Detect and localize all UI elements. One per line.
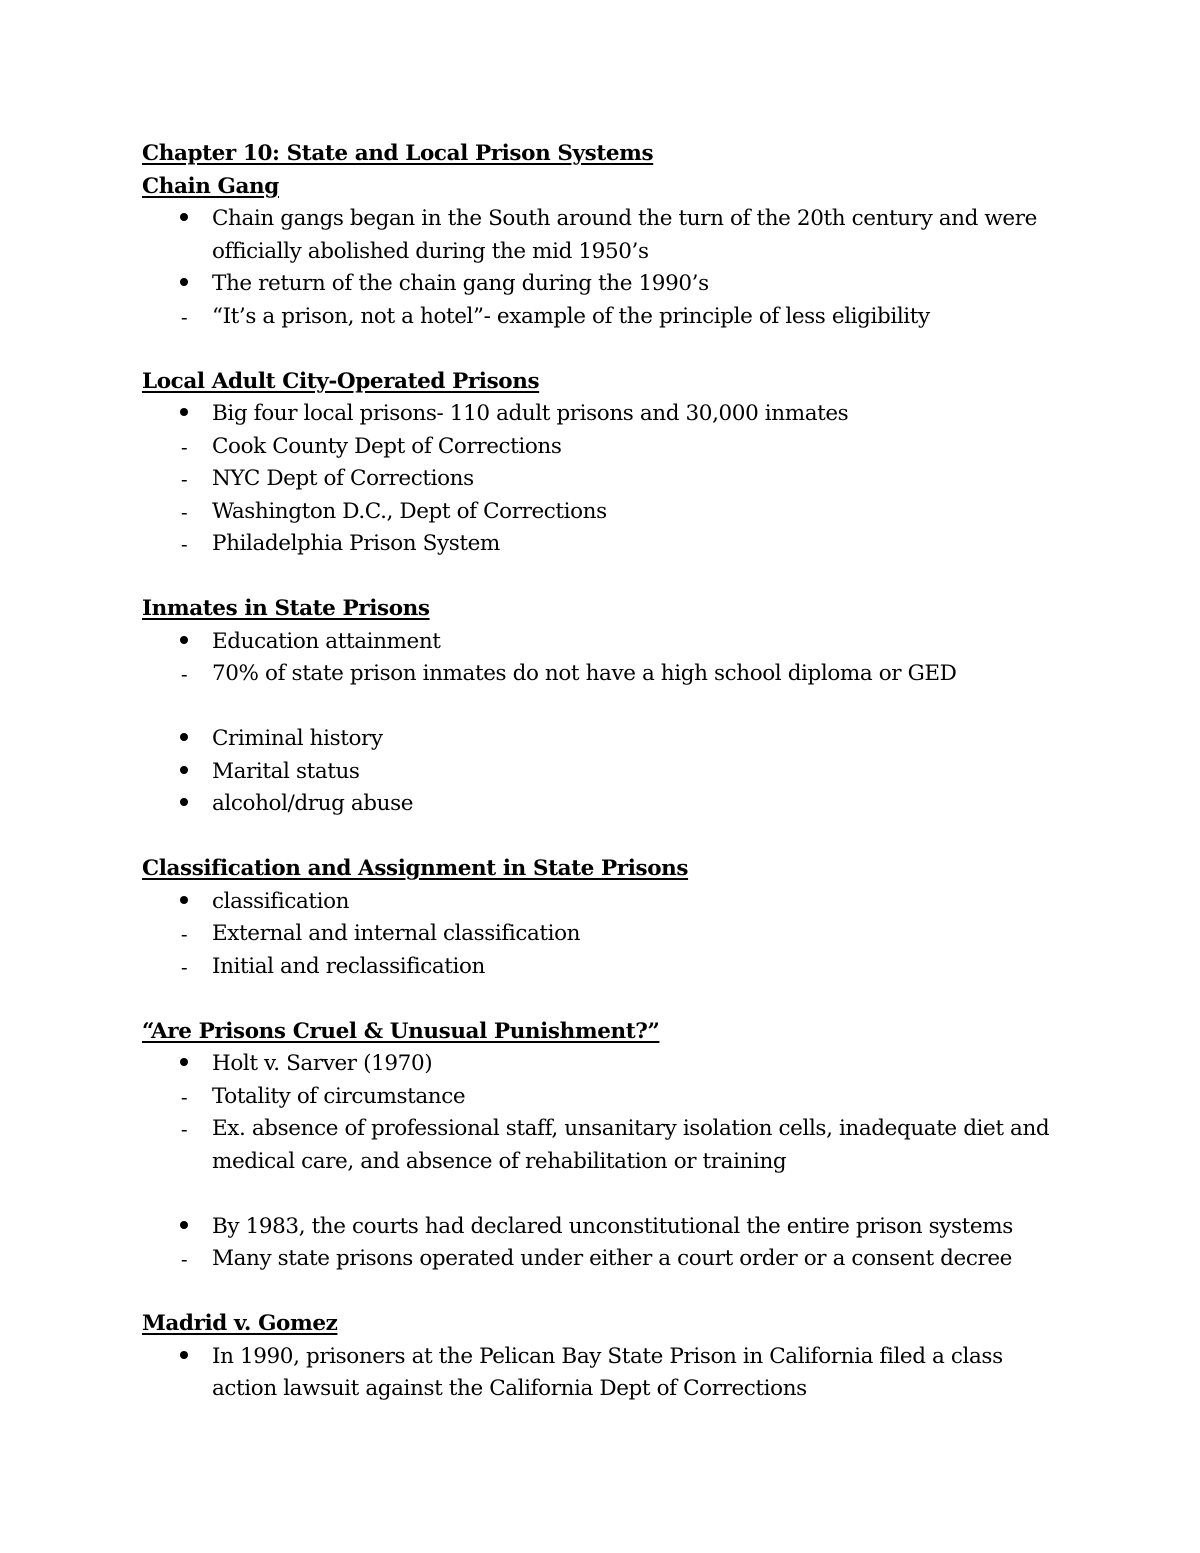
list-item: - Philadelphia Prison System [142,528,1072,561]
dash-icon: - [180,922,188,946]
bullet-icon [174,203,194,236]
dash-icon: - [180,1117,188,1141]
list-item: - Totality of circumstance [142,1081,1072,1114]
bullet-icon [174,886,194,919]
bullet-icon [174,756,194,789]
section-heading-cruel-unusual: “Are Prisons Cruel & Unusual Punishment?” [142,1018,660,1044]
bullet-icon [174,1048,194,1081]
dash-icon: - [180,1247,188,1271]
bullet-icon [174,626,194,659]
list-item: By 1983, the courts had declared unconstitutional the entire prison systems [142,1211,1072,1244]
dash-icon: - [180,304,188,329]
dash-icon: - [180,434,188,459]
document-page [142,138,1072,1406]
bullet-icon [174,788,194,821]
chapter-title: Chapter 10: State and Local Prison Systems [142,141,654,166]
section-heading-classification: Classification and Assignment in State Prisons [142,856,689,881]
list-item: - Ex. absence of professional staff, unsanitary isolation cells, inadequate diet and medical care, and absence of rehabilitation or training [142,1113,1072,1178]
list-item: - Cook County Dept of Corrections [142,431,1072,464]
list-item: classification [142,886,1072,919]
spacer [142,1276,1072,1309]
section-heading-madrid-v-gomez: Madrid v. Gomez [142,1311,338,1336]
list-item: - 70% of state prison inmates do not have a high school diploma or GED [142,658,1072,691]
list-item: - NYC Dept of Corrections [142,463,1072,496]
spacer [142,1178,1072,1211]
section-heading-local-adult-prisons: Local Adult City-Operated Prisons [142,368,540,394]
list-item: Chain gangs began in the South around the turn of the 20th century and were officially abolished during the mid 1950’s [142,203,1072,268]
dash-icon: - [180,467,188,491]
list-item: The return of the chain gang during the 1990’s [142,268,1072,301]
list-item: - Washington D.C., Dept of Corrections [142,496,1072,529]
spacer [142,333,1072,366]
list-item: Holt v. Sarver (1970) [142,1048,1072,1081]
section-heading-chain-gang: Chain Gang [142,173,279,199]
bullet-icon [174,1211,194,1244]
list-item: - Initial and reclassification [142,951,1072,984]
bullet-icon [174,1341,194,1374]
list-item: - Many state prisons operated under either a court order or a consent decree [142,1243,1072,1276]
spacer [142,983,1072,1016]
dash-icon: - [180,662,188,686]
spacer [142,691,1072,724]
dash-icon: - [180,1084,188,1109]
list-item: Education attainment [142,626,1072,659]
list-item: Criminal history [142,723,1072,756]
dash-icon: - [180,532,188,556]
list-item: - External and internal classification [142,918,1072,951]
spacer [142,561,1072,594]
section-heading-inmates-state-prisons: Inmates in State Prisons [142,596,430,621]
list-item: - “It’s a prison, not a hotel”- example of the principle of less eligibility [142,301,1072,334]
bullet-icon [174,268,194,301]
dash-icon: - [180,499,188,524]
spacer [142,821,1072,854]
list-item: Big four local prisons- 110 adult prisons and 30,000 inmates [142,398,1072,431]
dash-icon: - [180,954,188,979]
bullet-icon [174,723,194,756]
list-item: alcohol/drug abuse [142,788,1072,821]
list-item: In 1990, prisoners at the Pelican Bay State Prison in California filed a class action lawsuit against the California Dept of Corrections [142,1341,1072,1406]
list-item: Marital status [142,756,1072,789]
bullet-icon [174,398,194,431]
